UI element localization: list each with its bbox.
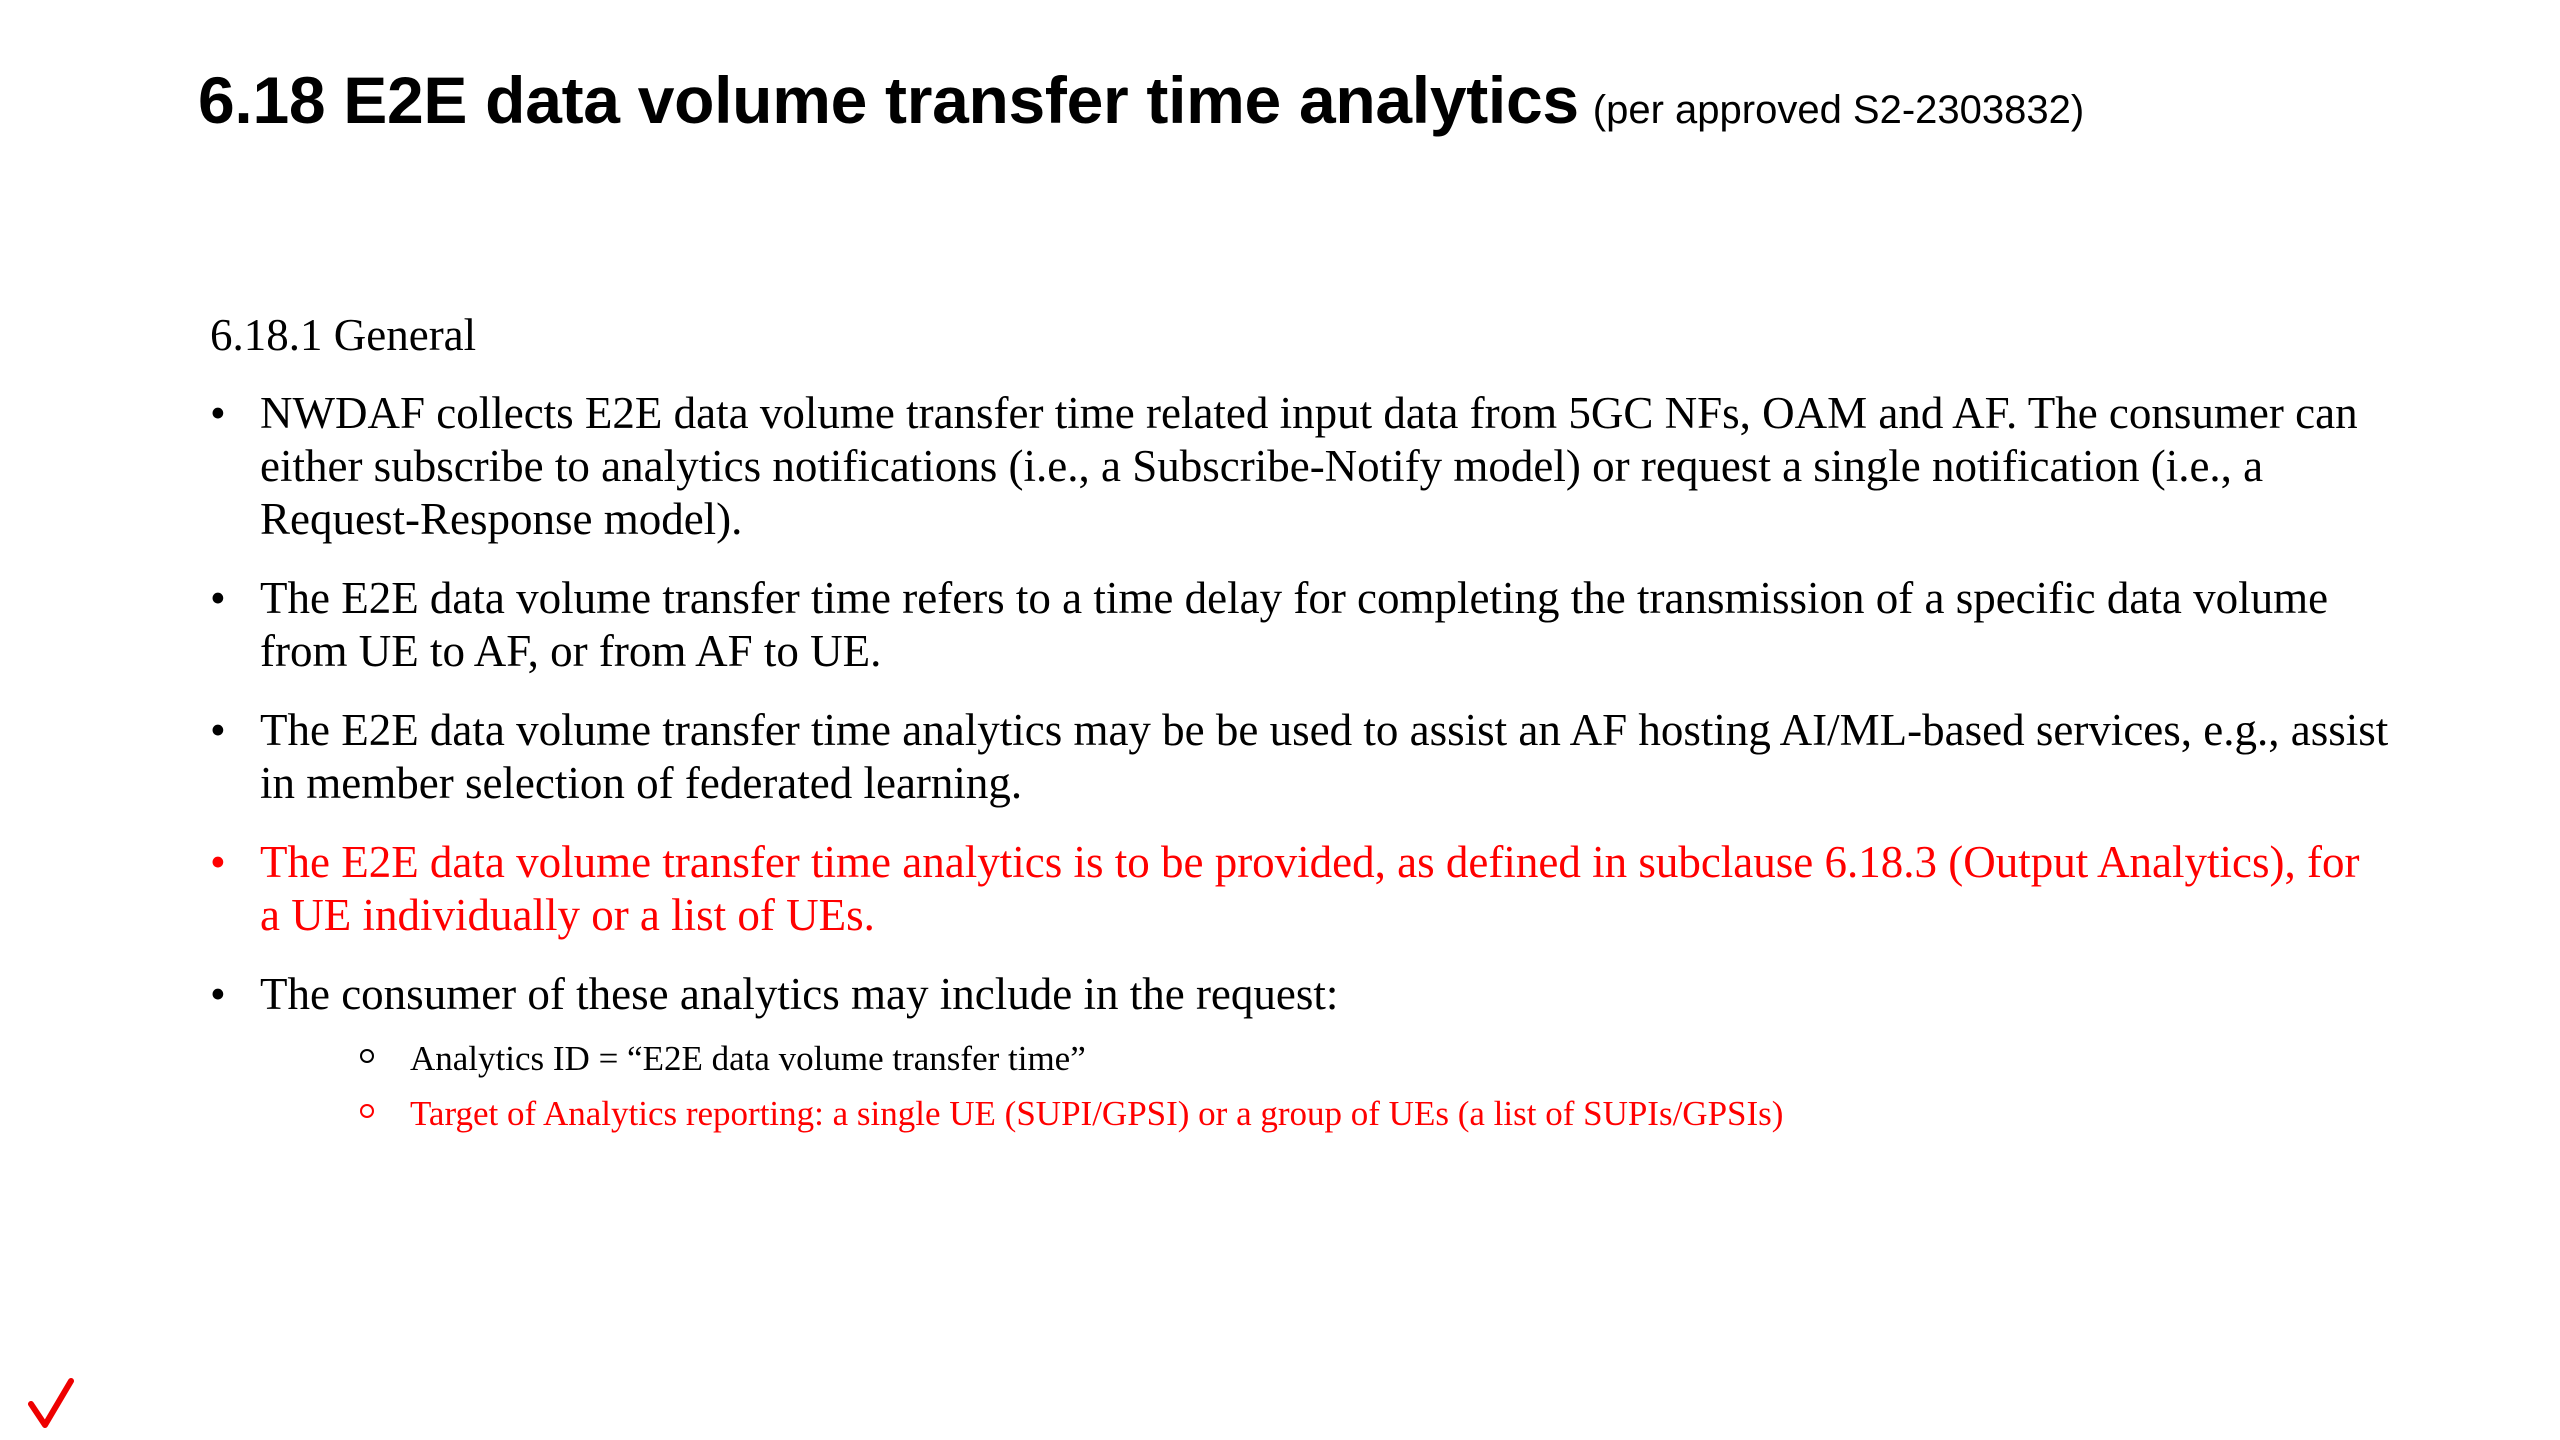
bullet-text: The E2E data volume transfer time analytics may be be used to assist an AF hosting AI/ML-based services, e.g., assist in member selection of federated learning.	[260, 705, 2389, 808]
circle-bullet-icon	[360, 1104, 374, 1118]
bullet-icon: •	[210, 969, 226, 1019]
circle-bullet-icon	[360, 1049, 374, 1063]
bullet-item	[210, 704, 2390, 810]
bullet-icon: •	[210, 705, 226, 755]
sub-bullet-item	[360, 1031, 2490, 1086]
bullet-text: The E2E data volume transfer time refers to a time delay for completing the transmission of a specific data volume from UE to AF, or from AF to UE.	[260, 573, 2329, 676]
bullet-icon: •	[210, 573, 226, 623]
title-subtitle: (per approved S2-2303832)	[1592, 88, 2085, 132]
sub-bullet-text: Analytics ID = “E2E data volume transfer time”	[410, 1039, 1086, 1078]
bullet-item	[210, 968, 2390, 1141]
bullet-text: The E2E data volume transfer time analytics is to be provided, as defined in subclause 6.18.3 (Output Analytics), for a UE individually or a list of UEs.	[260, 837, 2360, 940]
bullet-icon: •	[210, 388, 226, 438]
bullet-list	[210, 387, 2390, 1141]
sub-bullet-list	[260, 1031, 2390, 1141]
bullet-item	[210, 572, 2390, 678]
sub-bullet-item-highlighted	[360, 1086, 2490, 1141]
bullet-item	[210, 387, 2390, 546]
sub-bullet-text: Target of Analytics reporting: a single UE (SUPI/GPSI) or a group of UEs (a list of SUPIs/GPSIs)	[410, 1094, 1784, 1133]
slide-content	[210, 305, 2390, 1141]
bullet-text: The consumer of these analytics may include in the request:	[260, 969, 1339, 1019]
title-main: 6.18 E2E data volume transfer time analytics	[198, 63, 1579, 137]
slide-title	[198, 62, 2084, 138]
bullet-icon: •	[210, 837, 226, 887]
checkmark-logo-icon	[28, 1378, 74, 1430]
bullet-item-highlighted	[210, 836, 2390, 942]
section-heading: 6.18.1 General	[210, 310, 477, 360]
bullet-text: NWDAF collects E2E data volume transfer time related input data from 5GC NFs, OAM and AF. The consumer can either subscribe to analytics notifications (i.e., a Subscribe-Notify model) or request a single notification (i.e., a Request-Response model).	[260, 388, 2358, 544]
